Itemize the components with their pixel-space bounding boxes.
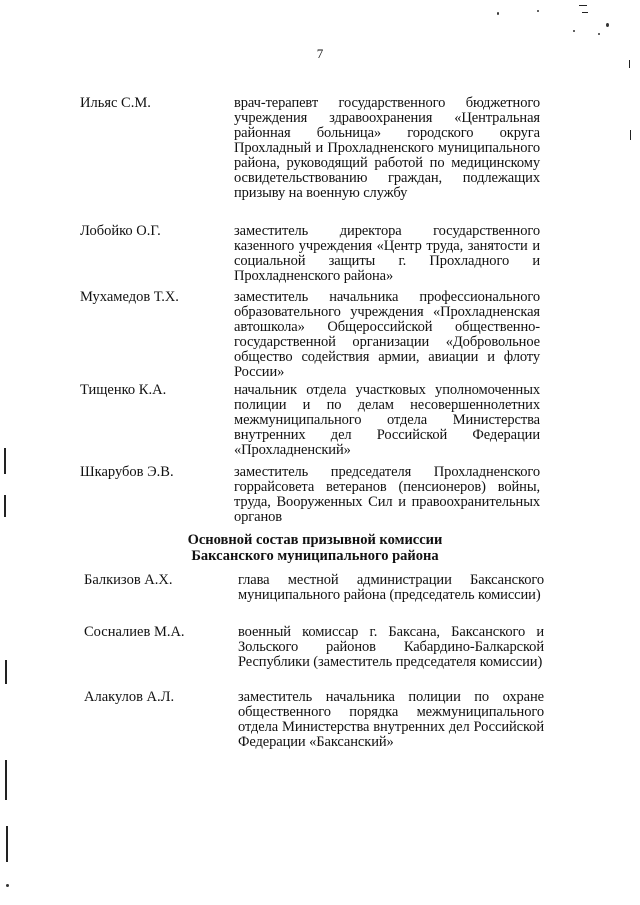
member-description: заместитель начальника профессионального образовательного учреждения «Прохладненская автошкола» Общероссийской общественно-государственной организации «Добровольное общество содействия армии, авиации и флоту России» [234,289,540,380]
member-entry-tishchenko [80,382,540,458]
member-entry-ilyas [80,95,540,201]
member-name: Мухамедов Т.Х. [80,289,179,305]
scan-speck [606,23,609,27]
member-entry-shkarubov [80,464,540,525]
member-name: Тищенко К.А. [80,382,167,398]
member-description: военный комиссар г. Баксана, Баксанского и Зольского районов Кабардино-Балкарской Республики (заместитель председателя комиссии) [238,624,544,670]
section-heading-line: Основной состав призывной комиссии [187,532,443,548]
scan-edge-mark [6,826,8,862]
scan-speck [573,30,575,32]
member-name: Лобойко О.Г. [80,223,161,239]
member-entry-sosnaliev [84,624,544,670]
member-entry-alakulov [84,689,544,750]
member-name: Шкарубов Э.В. [80,464,174,480]
scan-speck [6,884,9,887]
scan-edge-mark [582,12,588,13]
scan-speck [598,33,600,35]
member-entry-mukhamedov [80,289,540,380]
member-description: врач-терапевт государственного бюджетного учреждения здравоохранения «Центральная районная больница» городского округа Прохладный и Прохладненского муниципального района, руководящий работой по медицинскому освидетельствованию граждан, подлежащих призыву на военную службу [234,95,540,201]
member-description: заместитель председателя Прохладненского горрайсовета ветеранов (пенсионеров) войны, труда, Вооруженных Сил и правоохранительных органов [234,464,540,525]
scan-edge-mark [579,5,587,6]
member-name: Балкизов А.Х. [84,572,173,588]
member-entry-loboyko [80,223,540,284]
page-number: 7 [316,46,324,61]
member-description: заместитель директора государственного казенного учреждения «Центр труда, занятости и социальной защиты г. Прохладного и Прохладненского района» [234,223,540,284]
scan-edge-mark [4,495,6,517]
member-name: Алакулов А.Л. [84,689,175,705]
scan-speck [537,10,539,12]
scan-edge-mark [5,660,7,684]
section-heading [150,532,480,564]
member-entry-balkizov [84,572,544,603]
scan-edge-mark [629,60,630,68]
member-name: Ильяс С.М. [80,95,151,111]
scan-edge-mark [5,760,7,800]
member-name: Сосналиев М.А. [84,624,185,640]
scan-speck [497,12,499,15]
member-description: глава местной администрации Баксанского муниципального района (председатель комиссии) [238,572,544,603]
scan-edge-mark [630,130,631,140]
member-description: заместитель начальника полиции по охране общественного порядка межмуниципального отдела Министерства внутренних дел Российской Федерации «Баксанский» [238,689,544,750]
member-description: начальник отдела участковых уполномоченных полиции и по делам несовершеннолетних межмуниципального отдела Министерства внутренних дел Российской Федерации «Прохладненский» [234,382,540,458]
section-heading-line: Баксанского муниципального района [191,548,439,564]
scan-edge-mark [4,448,6,474]
